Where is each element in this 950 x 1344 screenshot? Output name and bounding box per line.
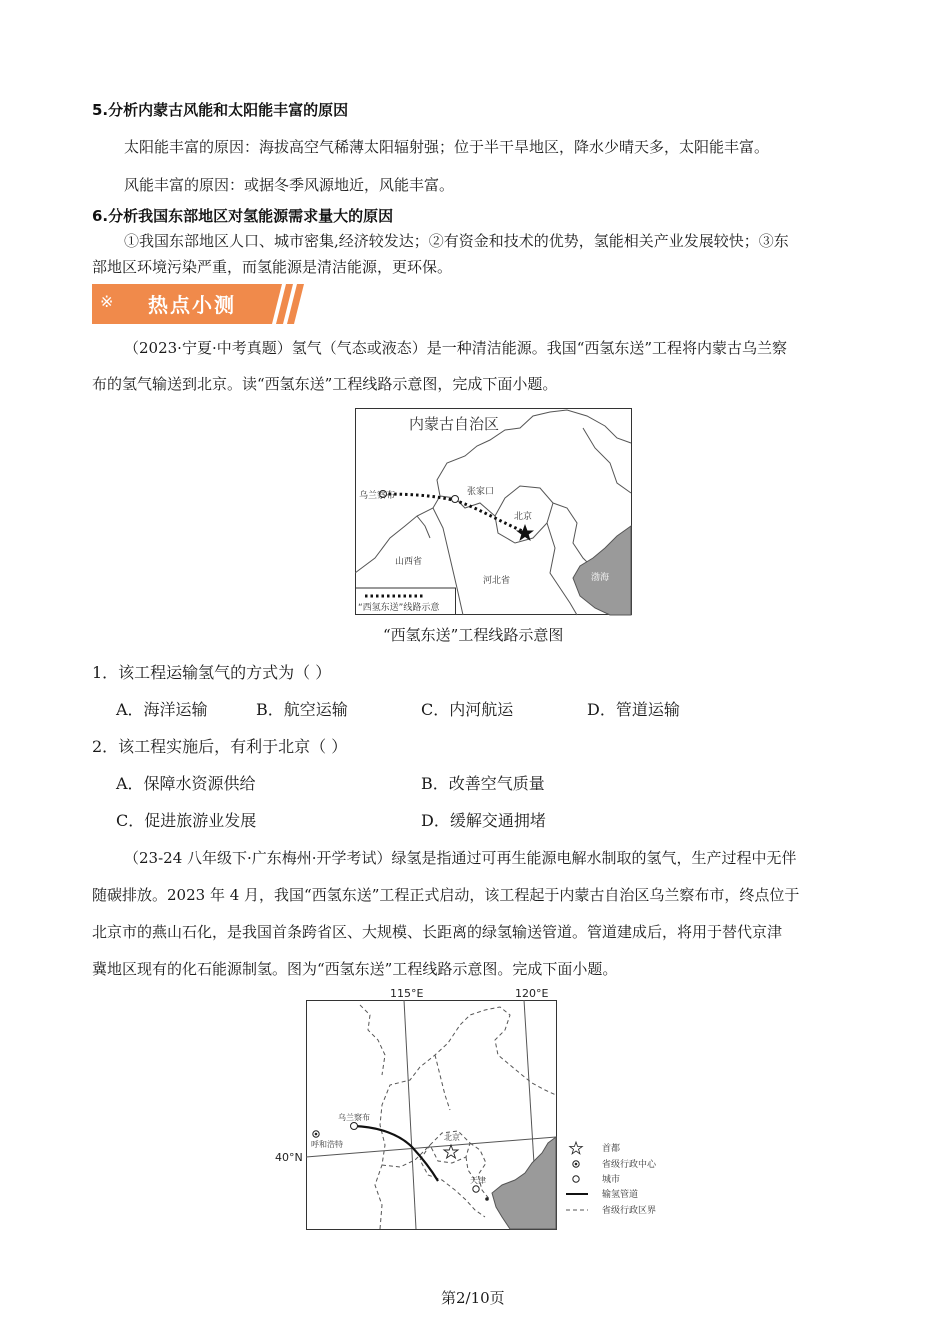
question2-option-c[interactable]: C．促进旅游业发展 [116, 811, 257, 830]
legend-boundary-label: 省级行政区界 [602, 1206, 657, 1216]
map1-label-shanxi: 山西省 [395, 557, 423, 567]
map1-label-wulanchabu: 乌兰察布 [359, 491, 396, 501]
map1-caption: “西氢东送”工程线路示意图 [383, 626, 564, 644]
map1-label-zhangjiakou: 张家口 [467, 487, 495, 497]
map1-legend-label: “西氢东送”线路示意 [358, 603, 440, 613]
question1-option-c[interactable]: C．内河航运 [421, 700, 514, 719]
question2-stem: 2．该工程实施后，有利于北京（ ） [92, 737, 348, 756]
legend-city-icon [573, 1176, 579, 1182]
question2-option-d[interactable]: D．缓解交通拥堵 [421, 811, 546, 830]
question1-option-a[interactable]: A．海洋运输 [116, 700, 208, 719]
section6-body-line1: ①我国东部地区人口、城市密集,经济较发达；②有资金和技术的优势，氢能相关产业发展较快；③东 [124, 232, 789, 250]
map2-label-beijing: 北京 [444, 1133, 460, 1142]
section5-heading: 5.分析内蒙古风能和太阳能丰富的原因 [92, 101, 349, 119]
intro2-line4: 冀地区现有的化石能源制氢。图为“西氢东送”工程线路示意图。完成下面小题。 [92, 960, 618, 978]
question2-option-a[interactable]: A．保障水资源供给 [116, 774, 256, 793]
map2-pipeline-route [270, 985, 670, 1230]
map2-tianjin-marker [473, 1186, 479, 1192]
section6-heading: 6.分析我国东部地区对氢能源需求量大的原因 [92, 207, 394, 225]
legend-capital-star-icon [570, 1142, 583, 1154]
map1-label-hebei: 河北省 [483, 576, 511, 586]
intro2-line2: 随碳排放。2023 年 4 月，我国“西氢东送”工程正式启动，该工程起于内蒙古自治区乌兰察布市，终点位于 [92, 886, 800, 904]
map2-label-wulanchabu: 乌兰察布 [338, 1113, 370, 1122]
legend-city-label: 城市 [602, 1175, 621, 1185]
map1-label-beijing: 北京 [514, 512, 533, 522]
section5-wind-text: 风能丰富的原因：或据冬季风源地近，风能丰富。 [124, 176, 455, 194]
map1-region-title: 内蒙古自治区 [409, 415, 500, 433]
map2-lat1-label: 40°N [275, 1151, 303, 1164]
intro1-line2: 布的氢气输送到北京。读“西氢东送”工程线路示意图，完成下面小题。 [92, 375, 558, 393]
question1-stem: 1．该工程运输氢气的方式为（ ） [92, 663, 332, 682]
banner-symbol-icon: ※ [100, 292, 114, 311]
map2-lon1-label: 115°E [390, 987, 424, 1000]
map2-yanshan-dot [485, 1197, 489, 1201]
intro1-line1: （2023·宁夏·中考真题）氢气（气态或液态）是一种清洁能源。我国“西氢东送”工程将内蒙古乌兰察 [124, 339, 788, 357]
intro2-line1: （23-24 八年级下·广东梅州·开学考试）绿氢是指通过可再生能源电解水制取的氢气，生产过程中无伴 [124, 849, 797, 867]
intro2-line3: 北京市的燕山石化，是我国首条跨省区、大规模、长距离的绿氢输送管道。管道建成后，将用于替代京津 [92, 923, 783, 941]
map2-label-tianjin: 天津 [470, 1176, 486, 1185]
legend-provincial-center-label: 省级行政中心 [602, 1160, 657, 1170]
section6-body-line2: 部地区环境污染严重，而氢能源是清洁能源，更环保。 [92, 258, 453, 276]
banner-title: 热点小测 [148, 293, 236, 317]
question1-option-b[interactable]: B．航空运输 [256, 700, 348, 719]
question1-option-d[interactable]: D．管道运输 [587, 700, 680, 719]
map2-lon2-label: 120°E [515, 987, 549, 1000]
section5-solar-text: 太阳能丰富的原因：海拔高空气稀薄太阳辐射强；位于半干旱地区，降水少晴天多，太阳能丰富。 [124, 138, 770, 156]
page-number: 第2/10页 [441, 1289, 505, 1307]
question2-option-b[interactable]: B．改善空气质量 [421, 774, 545, 793]
map-west-hydrogen-route [355, 408, 632, 616]
map2-label-huhehaote: 呼和浩特 [311, 1140, 343, 1149]
map1-label-bohai: 渤海 [591, 573, 610, 583]
map2-legend [566, 1142, 657, 1216]
legend-pipeline-label: 输氢管道 [602, 1190, 639, 1200]
legend-capital-label: 首都 [602, 1144, 621, 1154]
map2-wulanchabu-marker [351, 1123, 358, 1130]
